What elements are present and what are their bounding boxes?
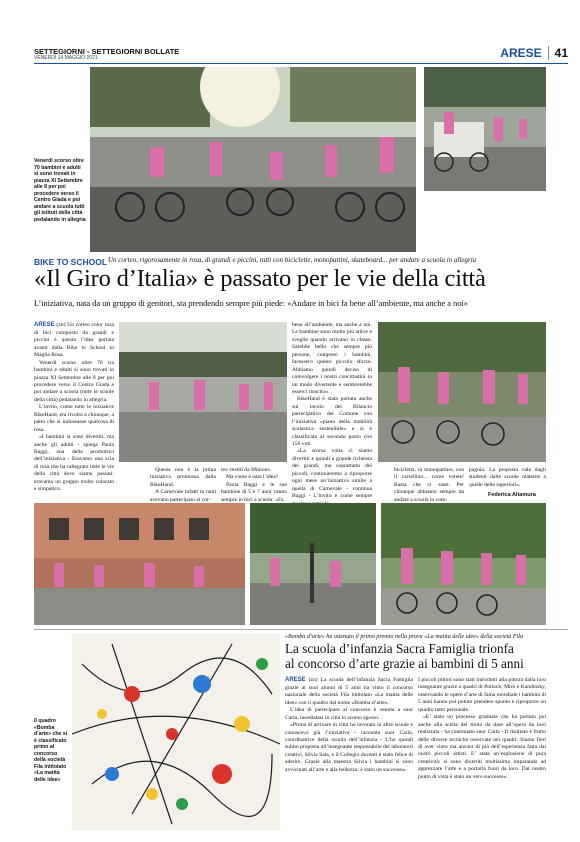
paragraph: «I bambini si sono divertiti, ma anche gli adulti - spiega Paola Baggi, una delle promotrici dell’iniziativa - Eravamo una scia di rosa che ha rallegrato tutte le vie della città dove siamo passati: eravamo un gruppo molto colorato e simpatico. [34,434,114,493]
paragraph: Venerdì scorso oltre 70 tra bambini e adulti si sono trovati in piazza XI Settembre alle 8 per poi procedere verso il Centro Giada e poi andare a scuola (tutte le scuole della città) pedalando in allegria. [34,359,114,403]
page-header-right [500,46,568,60]
subhead: L’iniziativa, nata da un gruppo di genitori, sta prendendo sempre più piede: «Andare in bici fa bene all’ambiente, ma anche a noi» [34,298,468,308]
photo-top-main [90,67,416,252]
paragraph: BikeHand è stata portata anche sul tavolo del Bilancio partecipativo del Comune con l’iniziativa «piano della mobilità scolastica sostenibile» e si è classificata al secondo posto con 156 voti. [292,396,372,447]
paragraph: teo vestiti da Minions. [221,467,272,473]
paragraph: (zn) Un corteo color rosa di bici composto da grandi e piccini è questa l’idea portata avanti dalla Bike to School in Maglia Rosa. [34,322,114,359]
header-rule [34,63,568,64]
section-city: ARESE [500,46,542,60]
kicker-text: Un corteo, rigorosamente in rosa, di grandi e piccini, tutti con biciclette, monopattini, skateboard... per andare a scuola in allegria [108,256,477,264]
section-divider [34,629,568,630]
paragraph: bene all’ambiente, ma anche a noi. Le bambine sono molto più attive e sveglie quando arrivano in classe. Sarebbe bello che sempre più persone, compresi i bambini, facessero questo piccolo sforzo. Abbiamo quindi deciso di coinvolgere i nostri concittadini in un modo divertente e sembrerebbe esserci riuscito». [292,322,372,395]
artwork-bomba-d-arte [72,634,280,830]
article1-column-2 [150,467,216,504]
issue-date: VENERDÌ 14 MAGGIO 2021 [34,55,98,61]
photo-row-2 [250,503,376,625]
photo-article1-b [378,322,546,462]
header-divider [548,46,549,60]
paragraph: «E’ stato un processo graduale che ha portato poi anche alla scelta del titolo da dare all’opera da loro realizzata - ha continuato suor Carla - Il risultato è frutto delle diverse tecniche osservate nei quadri. Siamo fieri di aver vinto ma ancora di più dell’esperienza fatta dai nostri piccoli artisti. E’ stata un’esplosione di pura creatività: si sono divertiti moltissimo imparando ad apprezzare l’arte e a portarla fuori da loro. Dal nostro punto di vista è stato un vero successo». [418,714,546,780]
top-photo-caption: Venerdì scorso oltre 70 bambini e adulti si sono trovati in piazza XI Settembre alle 8 per poi procedere verso il Centro Giada e poi andare a scuola tutti gli istituti della città pedalando in allegria [34,158,86,223]
artwork-caption: Il quadro «Bomba d’arte» che si è classificato primo al concorso della società Fila intitolato «La matita delle idee» [34,718,68,783]
paragraph: pagnia. La proposta vale dagli studenti dalle scuole materne a quelle delle superiori». [469,467,546,488]
paragraph: «Prima di arrivare in città ho lavorato in altre scuole e conoscevo già l’iniziativa - racconta suor Carla, coordinatrice della scuola dell’infanzia - L’ho quindi subito proposta all’insegnante responsabile del laboratori creativi, Silvia Sala, e il Collegio docenti è stato felice di aderire. Grazie alla maestra Silvia i bambini si sono avvicinati all’arte e alla bellezza: è stato un successo». [285,722,413,773]
article1-column-3 [221,467,287,504]
kicker-label: BIKE TO SCHOOL [34,257,108,267]
paragraph: L’invito, come tutte le iniziative BikeHand, era rivolto a chiunque, a patto che si indossasse qualcosa di rosa. [34,404,114,433]
paragraph: bicicletta, in monopattino, con il carrellino... come volete! Basta che ci siate. Per chiunque abbiamo sempre da andare a scuola in com- [394,467,464,503]
newspaper-name: SETTEGIORNI - SETTEGIORNI BOLLATE [34,47,180,56]
headline-line: al concorso d’arte grazie ai bambini di 5 anni [285,656,524,672]
photo-top-right [424,67,546,191]
location-tag: ARESE [285,677,306,683]
paragraph: A Carnevale infatti in tanti avevano partecipato al cor- [150,489,216,503]
author-signature: Federica Altamura [488,492,536,498]
article1-column-5 [394,467,464,504]
article2-column-2 [418,677,546,781]
paragraph: Questa non è la prima iniziativa promossa dalla BikeHand. [150,467,216,488]
headline-line: La scuola d’infanzia Sacra Famiglia trionfa [285,641,514,656]
paragraph: Ma come è nata l’idea? [226,474,279,481]
photo-row-3 [381,503,546,625]
location-tag: ARESE [34,322,55,328]
paragraph: «La scorsa volta ci siamo divertiti e quindi a grande richiesta dei grandi, ma soprattutto dei piccoli, continueremo a riproporre ogni mese un’iniziativa simile a quella di Carnevale - continua Baggi - L’invito è come sempre [292,448,372,500]
paragraph: L’idea di partecipare al concorso è venuta a suor Carla, insediatasi in città lo scorso agosto. [285,707,413,721]
article2-headline [285,641,524,672]
headline: «Il Giro d’Italia» è passato per le vie della città [34,265,486,292]
paragraph: (zn) La scuola dell’infanzia Sacra Famiglia grazie ai suoi alunni di 5 anni ha vinto il concorso nazionale della società Fila intitolato «La matita delle idee» con il quadro dal nome «Bomba d’arte». [285,677,413,706]
paragraph: Paola Baggi e le sue bambine di 5 e 7 anni vanno sempre in bici a scuola: «Fa [221,481,287,503]
article2-kicker: «Bomba d’arte» ha ottenuto il primo premio nella prova «La matita delle idee» della società Fila [285,634,524,640]
paragraph: I piccoli pittori sono stati introdotti alla pittura dalla loro insegnante grazie a quadri di Pollock, Mirò e Kandinsky, osservando le opere d’arte di fama mondiale i bambini di 5 anni hanno poi potuto prendere spunto e riproporre un quadro tutto personale. [418,677,546,713]
page-number: 41 [554,46,568,60]
article1-column-6 [469,467,546,489]
photo-article1-a [119,322,287,462]
photo-row-1 [34,503,245,625]
article2-column-1 [285,677,413,774]
article1-column-4 [292,322,372,508]
article1-column-1 [34,322,114,494]
